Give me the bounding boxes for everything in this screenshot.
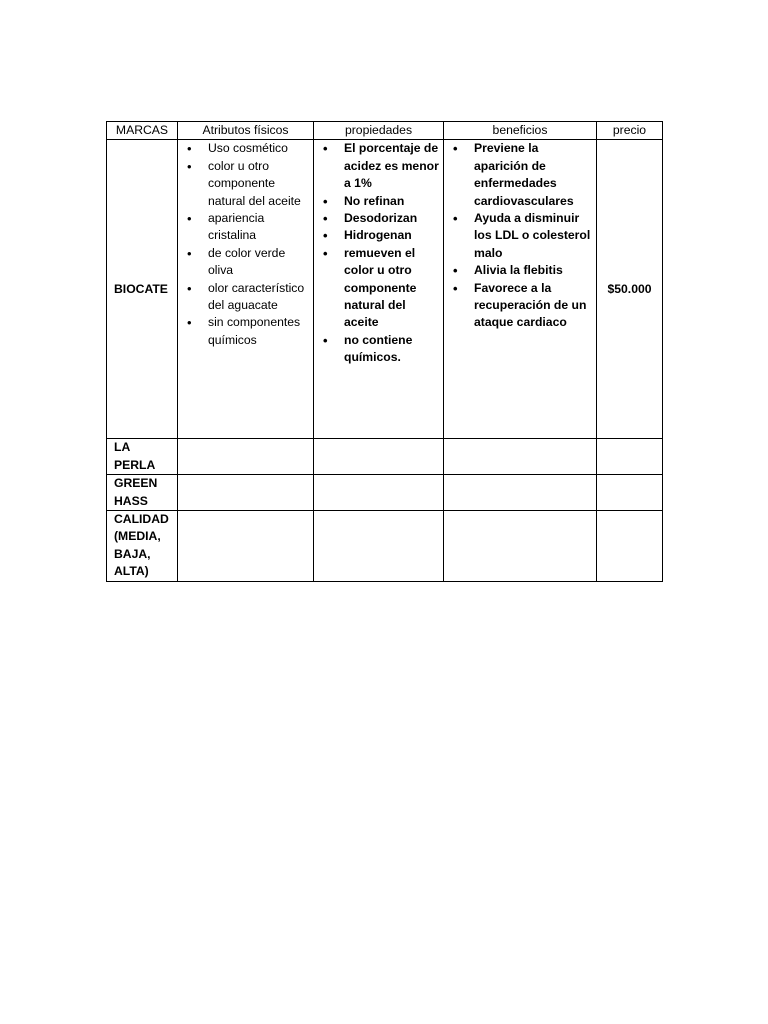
empty-cell [178,511,314,582]
list-item: • color u otro componente natural del aceite [182,158,309,210]
propiedades-list [318,140,439,366]
list-item: • apariencia cristalina [182,210,309,245]
list-item: • Alivia la flebitis [448,262,592,279]
list-item: • Hidrogenan [318,227,439,244]
brand-cell-biocate: BIOCATE [107,140,178,439]
header-beneficios: beneficios [444,122,597,140]
list-item: • Favorece a la recuperación de un ataque cardiaco [448,280,592,332]
list-item: • sin componentes químicos [182,314,309,349]
empty-cell [314,475,444,511]
empty-cell [314,439,444,475]
empty-cell [178,439,314,475]
table-row-la-perla [107,439,663,475]
empty-cell [597,439,663,475]
atributos-cell [178,140,314,439]
propiedades-cell [314,140,444,439]
empty-cell [444,439,597,475]
header-marcas: MARCAS [107,122,178,140]
header-propiedades: propiedades [314,122,444,140]
header-precio: precio [597,122,663,140]
table-row-biocate [107,140,663,439]
list-item: • de color verde oliva [182,245,309,280]
list-item: • no contiene químicos. [318,332,439,367]
empty-cell [597,475,663,511]
atributos-list [182,140,309,349]
beneficios-cell [444,140,597,439]
list-item: • olor característico del aguacate [182,280,309,315]
brand-comparison-table [106,121,663,582]
price-cell-biocate: $50.000 [597,140,663,439]
list-item: • remueven el color u otro componente natural del aceite [318,245,439,332]
list-item: • El porcentaje de acidez es menor a 1% [318,140,439,192]
empty-cell [178,475,314,511]
list-item: • Uso cosmético [182,140,309,157]
brand-cell-calidad: CALIDAD (MEDIA, BAJA, ALTA) [107,511,178,582]
empty-cell [314,511,444,582]
empty-cell [444,511,597,582]
list-item: • No refinan [318,193,439,210]
table-row-green-hass [107,475,663,511]
list-item: • Ayuda a disminuir los LDL o colesterol malo [448,210,592,262]
empty-cell [597,511,663,582]
table-row-calidad [107,511,663,582]
comparison-table-wrapper [106,121,663,582]
beneficios-list [448,140,592,331]
header-row [107,122,663,140]
list-item: • Desodorizan [318,210,439,227]
header-atributos-fisicos: Atributos físicos [178,122,314,140]
brand-cell-la-perla: LA PERLA [107,439,178,475]
brand-cell-green-hass: GREEN HASS [107,475,178,511]
list-item: • Previene la aparición de enfermedades cardiovasculares [448,140,592,210]
empty-cell [444,475,597,511]
